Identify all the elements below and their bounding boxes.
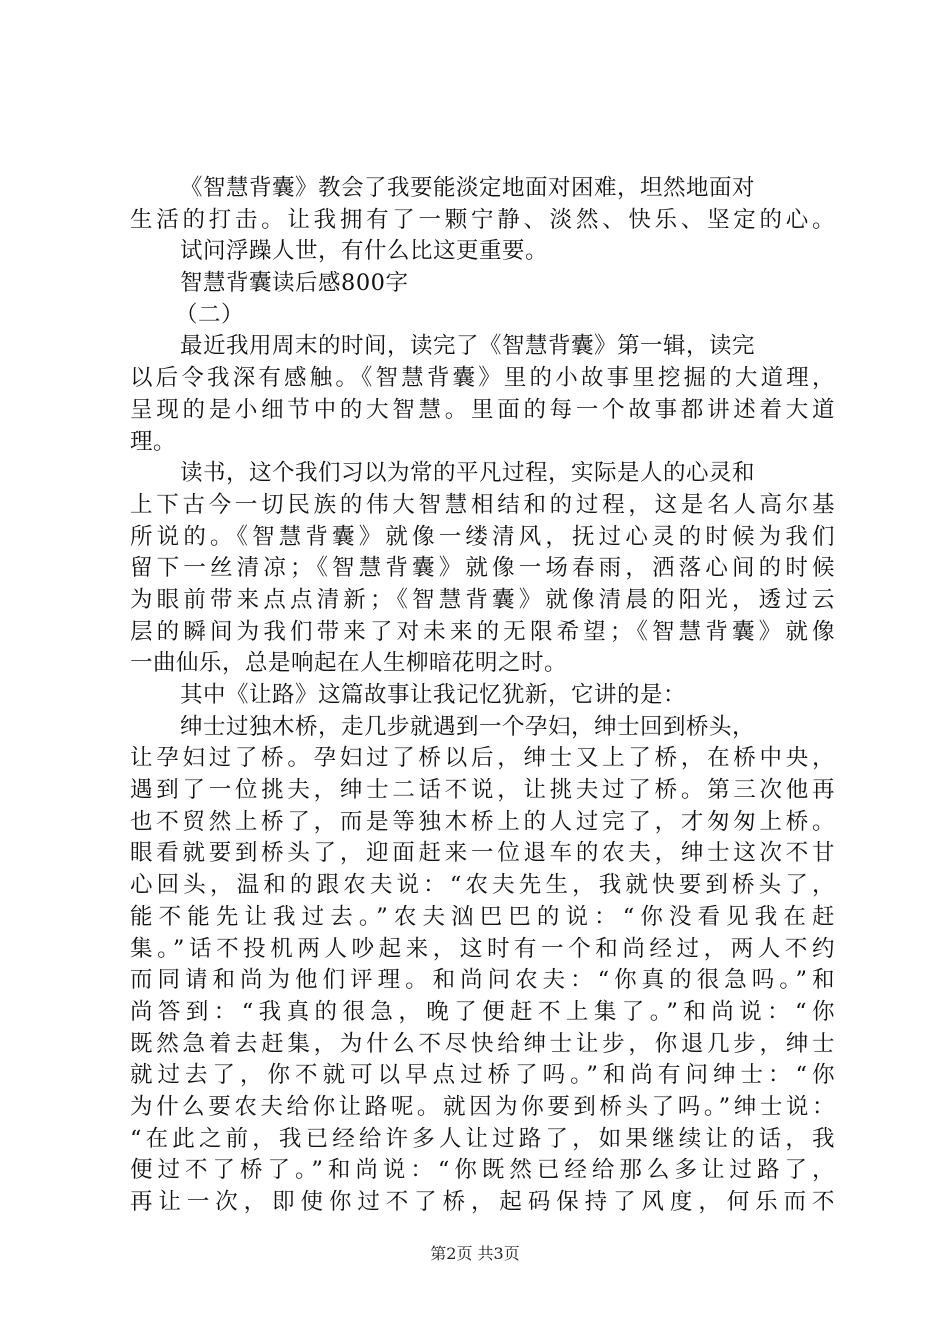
- text-line: 试问浮躁人世，有什么比这更重要。: [180, 238, 549, 265]
- text-line: 眼看就要到桥头了，迎面赶来一位退车的农夫，绅士这次不甘: [130, 840, 835, 867]
- text-line: 留下一丝清凉；《智慧背囊》就像一场春雨，洒落心间的时候: [130, 555, 835, 582]
- page-footer: 第2页 共3页: [430, 1244, 520, 1263]
- text-line: 一曲仙乐，总是响起在人生柳暗花明之时。: [130, 650, 568, 677]
- text-line: 绅士过独木桥，走几步就遇到一个孕妇，绅士回到桥头，: [180, 713, 756, 740]
- text-line: 让孕妇过了桥。孕妇过了桥以后，绅士又上了桥，在桥中央，: [130, 745, 835, 772]
- text-line: 读书，这个我们习以为常的平凡过程，实际是人的心灵和: [180, 460, 756, 487]
- text-line: 呈现的是小细节中的大智慧。里面的每一个故事都讲述着大道: [130, 396, 835, 423]
- text-line: 以后令我深有感触。《智慧背囊》里的小故事里挖掘的大道理，: [130, 365, 835, 392]
- text-line: 所说的。《智慧背囊》就像一缕清风，抚过心灵的时候为我们: [130, 523, 835, 550]
- text-line: 便过不了桥了。”和尚说：“你既然已经给那么多让过路了，: [130, 1157, 835, 1184]
- text-line: 再让一次，即使你过不了桥，起码保持了风度，何乐而不: [130, 1189, 835, 1215]
- text-line: 心回头，温和的跟农夫说：“农夫先生，我就快要到桥头了，: [130, 872, 835, 899]
- text-line: 也不贸然上桥了，而是等独木桥上的人过完了，才匆匆上桥。: [130, 808, 835, 835]
- text-line: 既然急着去赶集，为什么不尽快给绅士让步，你退几步，绅士: [130, 1030, 835, 1057]
- text-line: 能不能先让我过去。”农夫汹巴巴的说：“你没看见我在赶: [130, 903, 835, 930]
- section-number: （二）: [175, 301, 245, 328]
- document-body: [130, 173, 835, 1219]
- text-line: 上下古今一切民族的伟大智慧相结和的过程，这是名人高尔基: [130, 491, 835, 518]
- text-line: “在此之前，我已经给许多人让过路了，如果继续让的话，我: [130, 1125, 835, 1152]
- text-line: 而同请和尚为他们评理。和尚问农夫：“你真的很急吗。”和: [130, 967, 835, 994]
- text-line: 《智慧背囊》教会了我要能淡定地面对困难，坦然地面对: [180, 175, 756, 201]
- text-line: 集。”话不投机两人吵起来，这时有一个和尚经过，两人不约: [130, 935, 835, 962]
- text-line: 生活的打击。让我拥有了一颗宁静、淡然、快乐、坚定的心。: [130, 206, 835, 233]
- text-line: 遇到了一位挑夫，绅士二话不说，让挑夫过了桥。第三次他再: [130, 777, 835, 804]
- section-heading: 智慧背囊读后感800字: [180, 270, 409, 297]
- text-line: 尚答到：“我真的很急，晚了便赶不上集了。”和尚说：“你: [130, 998, 835, 1025]
- text-line: 最近我用周末的时间，读完了《智慧背囊》第一辑，读完: [180, 333, 756, 360]
- text-line: 理。: [130, 428, 177, 455]
- text-line: 其中《让路》这篇故事让我记忆犹新，它讲的是：: [180, 682, 687, 708]
- text-line: 为什么要农夫给你让路呢。就因为你要到桥头了吗。”绅士说：: [130, 1093, 835, 1120]
- text-line: 为眼前带来点点清新；《智慧背囊》就像清晨的阳光，透过云: [130, 586, 835, 613]
- text-line: 就过去了，你不就可以早点过桥了吗。”和尚有问绅士：“你: [130, 1062, 835, 1089]
- text-line: 层的瞬间为我们带来了对未来的无限希望；《智慧背囊》就像: [130, 618, 835, 645]
